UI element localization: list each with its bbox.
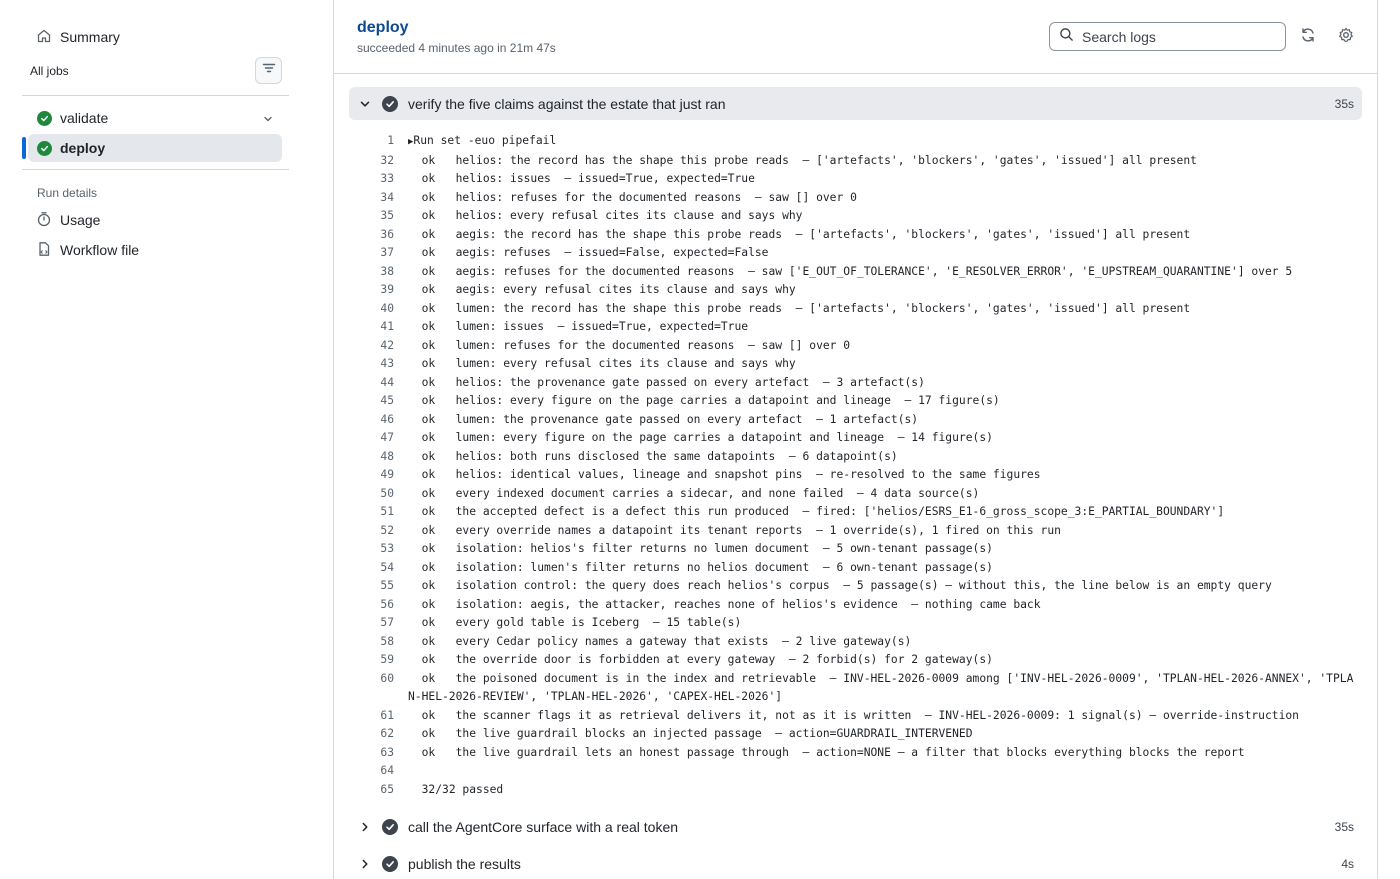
filter-icon [262,61,276,80]
log-line-text: ok the live guardrail lets an honest passage through — action=NONE — a filter that blocks everything blocks the report [408,745,1245,759]
log-line [360,189,1360,208]
log-line [360,744,1360,763]
step-success-icon [382,96,398,112]
log-line [360,707,1360,726]
gear-icon [1338,27,1354,48]
log-line [360,263,1360,282]
filter-button[interactable] [255,57,282,84]
log-line [360,540,1360,559]
usage-link[interactable] [36,210,100,230]
line-number[interactable]: 45 [380,394,394,407]
line-number[interactable]: 46 [380,412,394,426]
sidebar-divider [22,169,289,170]
success-check-icon [37,141,52,156]
header-divider [334,73,1377,74]
step-duration: 4s [1341,856,1354,871]
step-header-verify[interactable] [349,87,1362,120]
line-number[interactable]: 42 [380,338,394,352]
log-line-text: ok aegis: refuses — issued=False, expected=False [408,246,769,259]
line-number[interactable]: 57 [380,616,394,629]
line-number[interactable]: 63 [380,745,394,759]
settings-button[interactable] [1337,28,1355,46]
log-line [360,392,1360,411]
log-line-text: ok lumen: every figure on the page carries a datapoint and lineage — 14 figure(s) [408,431,993,444]
log-line-text: ok helios: identical values, lineage and snapshot pins — re-resolved to the same figures [408,468,1041,481]
log-line-text: ok the live guardrail blocks an injected passage — action=GUARDRAIL_INTERVENED [408,727,973,740]
log-line-text: ok aegis: refuses for the documented reasons — saw ['E_OUT_OF_TOLERANCE', 'E_RESOLVER_ERROR', 'E_UPSTREAM_QUARANTINE'] over 5 [408,264,1293,278]
sidebar-border [333,0,334,879]
line-number[interactable]: 40 [380,301,394,315]
line-number[interactable]: 51 [380,505,394,518]
line-number[interactable]: 44 [380,375,394,389]
log-line-text: ok every Cedar policy names a gateway that exists — 2 live gateway(s) [408,634,912,648]
home-icon [36,28,52,47]
log-line [360,781,1360,800]
line-number[interactable]: 62 [380,727,394,740]
step-header-publish[interactable] [349,847,1362,879]
log-line-text: ok isolation: helios's filter returns no lumen document — 5 own-tenant passage(s) [408,542,993,555]
log-line [360,152,1360,171]
usage-label: Usage [60,212,101,228]
line-number[interactable]: 54 [380,560,394,574]
log-line [360,725,1360,744]
line-number[interactable]: 55 [380,579,394,592]
log-line-text: ok isolation control: the query does reach helios's corpus — 5 passage(s) — without this, the line below is an empty query [408,579,1272,592]
log-line [360,651,1360,670]
log-line [360,448,1360,467]
line-number[interactable]: 64 [380,764,394,777]
chevron-right-icon [358,858,372,870]
log-line [360,466,1360,485]
log-line-text: ok lumen: the record has the shape this probe reads — ['artefacts', 'blockers', 'gates', 'issued'] all present [408,301,1191,315]
log-line-text: ok every indexed document carries a sidecar, and none failed — 4 data source(s) [408,486,980,500]
log-line-text: ok the override door is forbidden at every gateway — 2 forbid(s) for 2 gateway(s) [408,653,993,666]
step-success-icon [382,856,398,872]
log-line-text: ok helios: every refusal cites its clause and says why [408,209,803,222]
sidebar-divider [22,95,289,96]
line-number[interactable]: 61 [380,708,394,722]
log-line [360,670,1360,707]
log-line [360,226,1360,245]
line-number[interactable]: 52 [380,523,394,537]
job-status-text: succeeded 4 minutes ago in 21m 47s [357,41,556,55]
log-line-text: ok lumen: issues — issued=True, expected=True [408,320,749,333]
log-line-text: ok lumen: every refusal cites its clause and says why [408,357,796,370]
line-number[interactable]: 49 [380,468,394,481]
main-border [1377,0,1378,879]
log-line [360,596,1360,615]
line-number[interactable]: 34 [380,190,394,204]
line-number[interactable]: 59 [380,653,394,666]
search-logs-box[interactable] [1049,22,1286,51]
log-line [360,429,1360,448]
search-logs-input[interactable] [1082,29,1272,45]
stopwatch-icon [36,211,52,230]
log-line [360,281,1360,300]
line-number[interactable]: 38 [380,264,394,278]
log-line [360,762,1360,781]
line-number[interactable]: 36 [380,227,394,241]
job-label: deploy [60,140,106,156]
log-line [360,318,1360,337]
log-line-text: 32/32 passed [408,782,504,796]
log-line-text: ok the accepted defect is a defect this run produced — fired: ['helios/ESRS_E1-6_gross_scope_3:E_PARTIAL_BOUNDARY'] [408,505,1225,518]
step-header-call-agentcore[interactable] [349,810,1362,843]
log-line [360,485,1360,504]
workflow-file-icon [36,241,52,260]
log-line [360,411,1360,430]
workflow-file-label: Workflow file [60,242,140,258]
workflow-file-link[interactable] [36,240,139,260]
line-number[interactable]: 50 [380,486,394,500]
line-number[interactable]: 65 [380,782,394,796]
step-duration: 35s [1334,819,1354,834]
log-line [360,559,1360,578]
log-line [360,170,1360,189]
log-line-text: ok helios: both runs disclosed the same datapoints — 6 datapoint(s) [408,449,898,463]
log-line-text: ok helios: the record has the shape this probe reads — ['artefacts', 'blockers', 'gates', 'issued'] all present [408,153,1197,167]
log-line-text: ok every gold table is Iceberg — 15 table(s) [408,616,742,629]
log-line-text [408,762,1360,781]
step-success-icon [382,819,398,835]
summary-label: Summary [60,29,120,45]
log-line-text: ok aegis: every refusal cites its clause and says why [408,283,796,296]
line-number[interactable]: 32 [380,153,394,167]
line-number[interactable]: 33 [380,172,394,185]
line-number[interactable]: 41 [380,320,394,333]
log-output [360,132,1360,799]
refresh-button[interactable] [1299,28,1317,46]
step-name: call the AgentCore surface with a real token [408,818,679,835]
success-check-icon [37,111,52,126]
job-label: validate [60,110,109,126]
job-item-validate[interactable] [28,104,282,132]
log-line [360,577,1360,596]
log-line-text: ok helios: every figure on the page carries a datapoint and lineage — 17 figure(s) [408,394,1000,407]
log-line-text: ok the poisoned document is in the index and retrievable — INV-HEL-2026-0009 among ['INV-HEL-2026-0009', 'TPLAN-HEL-2026-ANNEX', 'TPLAN-HEL-2026-REVIEW', 'TPLAN-HEL-2026', 'CAPEX-HEL-2026'] [408,671,1354,703]
log-line-text: ok isolation: lumen's filter returns no helios document — 6 own-tenant passage(s) [408,560,993,574]
log-line [360,300,1360,319]
log-line [360,614,1360,633]
log-line-text: ok isolation: aegis, the attacker, reaches none of helios's evidence — nothing came back [408,597,1041,611]
line-number[interactable]: 43 [380,357,394,370]
line-number[interactable]: 58 [380,634,394,648]
log-line-text: ok helios: issues — issued=True, expected=True [408,172,755,185]
log-line [360,337,1360,356]
log-line [360,244,1360,263]
line-number[interactable]: 53 [380,542,394,555]
log-line-text: ok the scanner flags it as retrieval delivers it, not as it is written — INV-HEL-2026-0009: 1 signal(s) — override-instruction [408,708,1299,722]
all-jobs-heading: All jobs [30,64,69,78]
line-number[interactable]: 60 [380,671,394,685]
log-line [360,355,1360,374]
expand-triangle-icon[interactable]: ▶ [408,137,414,147]
line-number[interactable]: 39 [380,283,394,296]
line-number[interactable]: 35 [380,209,394,222]
log-line-text: ok aegis: the record has the shape this probe reads — ['artefacts', 'blockers', 'gates', 'issued'] all present [408,227,1191,241]
search-icon [1059,27,1074,47]
chevron-right-icon [358,821,372,833]
step-duration: 35s [1334,96,1354,111]
sidebar [0,0,333,879]
log-line-text: Run set -euo pipefail [413,134,557,147]
line-number[interactable]: 56 [380,597,394,611]
log-line [360,503,1360,522]
run-details-heading: Run details [37,186,98,200]
step-name: publish the results [408,855,521,872]
refresh-icon [1300,27,1316,48]
log-line [360,207,1360,226]
active-indicator [22,137,26,159]
line-number[interactable]: 37 [380,246,394,259]
log-line-text: ok helios: the provenance gate passed on every artefact — 3 artefact(s) [408,375,925,389]
log-line [360,374,1360,393]
line-number[interactable]: 47 [380,431,394,444]
job-title[interactable]: deploy [357,19,409,36]
line-number[interactable]: 48 [380,449,394,463]
log-line [360,522,1360,541]
log-line-run-command[interactable] [360,132,1360,152]
chevron-down-icon [358,98,372,110]
chevron-down-icon[interactable] [262,112,274,128]
log-line-text: ok helios: refuses for the documented reasons — saw [] over 0 [408,190,857,204]
job-item-deploy[interactable] [28,134,282,162]
log-line [360,633,1360,652]
log-line-text: ok every override names a datapoint its tenant reports — 1 override(s), 1 fired on this run [408,523,1061,537]
summary-link[interactable] [36,26,120,48]
log-line-text: ok lumen: refuses for the documented reasons — saw [] over 0 [408,338,851,352]
log-line-text: ok lumen: the provenance gate passed on every artefact — 1 artefact(s) [408,412,919,426]
line-number[interactable]: 1 [387,134,394,147]
step-name: verify the five claims against the estate that just ran [408,95,726,112]
